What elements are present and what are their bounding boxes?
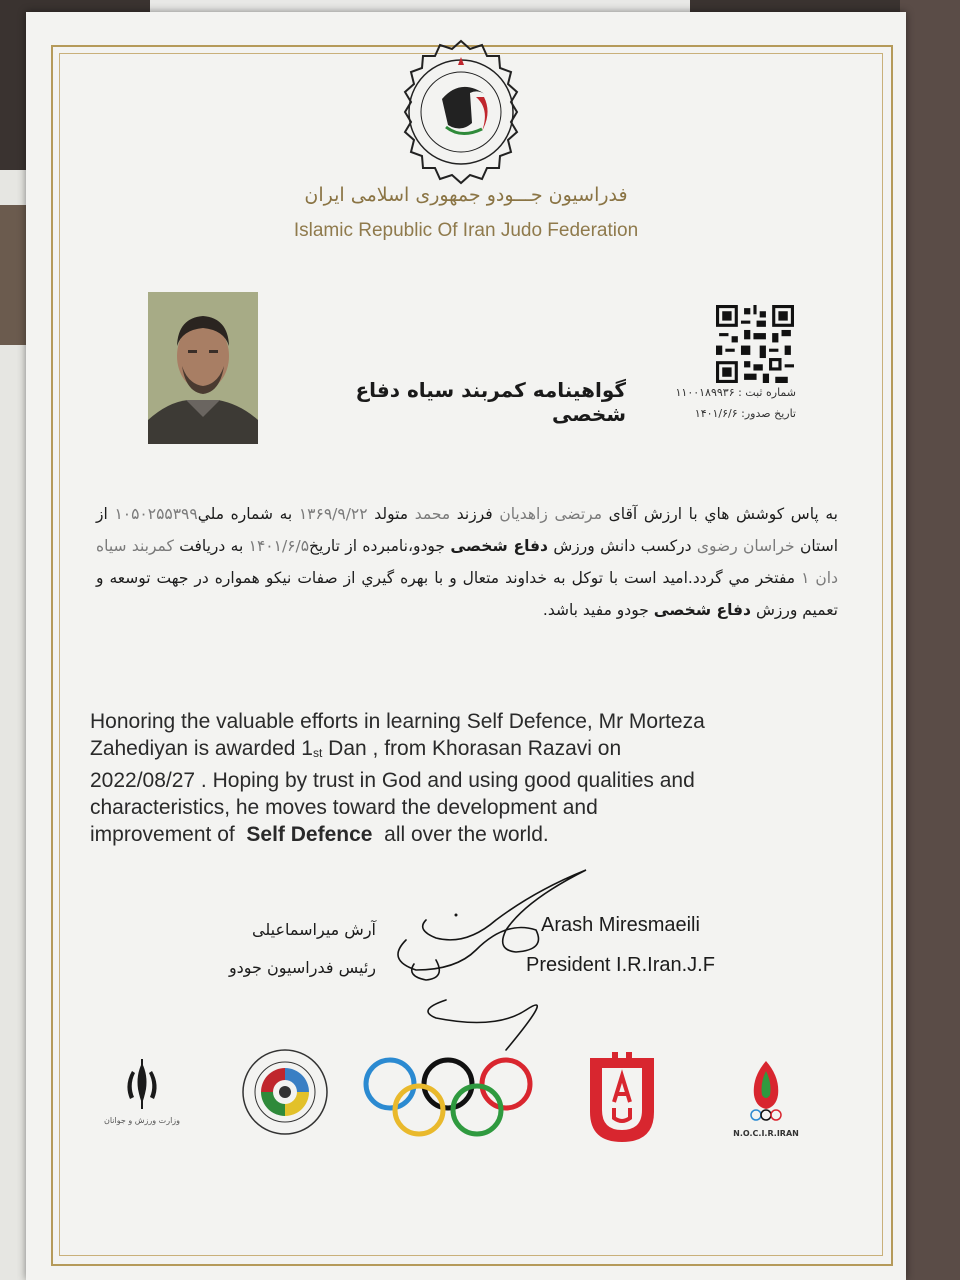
registration-number: شماره ثبت : ۱۱۰۰۱۸۹۹۳۶ [675, 386, 796, 399]
text-segment: متولد [374, 505, 409, 523]
text-segment: Zahediyan is awarded 1 [90, 737, 313, 760]
text-segment: به دریافت [179, 537, 244, 555]
qr-code [716, 305, 794, 383]
english-line: 2022/08/27 . Hoping by trust in God and using good qualities and [90, 769, 695, 792]
iran-emblem-logo [112, 1057, 172, 1112]
text-segment: جودو،نامبرده از تاریخ [309, 537, 445, 555]
discipline-en: Self Defence [246, 823, 373, 846]
signatory-name-fa: آرش میراسماعیلی [252, 920, 376, 939]
text-segment: به پاس کوشش هاي با ارزش آقای [608, 505, 838, 523]
birth-date-fa: ۱۳۶۹/۹/۲۲ [298, 505, 368, 523]
signatory-name-en: Arash Miresmaeili [541, 914, 700, 936]
issue-date: تاریخ صدور: ۱۴۰۱/۶/۶ [694, 407, 796, 420]
discipline-fa: دفاع شخصی [450, 537, 549, 555]
noc-caption: N.O.C.I.R.IRAN [733, 1129, 799, 1138]
noc-iran-logo [736, 1057, 796, 1132]
handwritten-signature [376, 860, 606, 1060]
background-photo-fragment [0, 205, 26, 345]
text-segment: از استان [96, 505, 839, 555]
certificate-title: گواهینامه کمربند سیاه دفاع شخصی [355, 378, 626, 426]
english-line [90, 821, 850, 848]
federation-name-fa: فدراسیون جـــودو جمهوری اسلامی ایران [304, 184, 628, 206]
discipline-fa-2: دفاع شخصی [653, 601, 751, 619]
rank-fa: کمربند سیاه دان ۱ [96, 537, 838, 587]
federation-name-en: Islamic Republic Of Iran Judo Federation [293, 220, 639, 241]
persian-body-text [96, 498, 838, 626]
text-segment: improvement of [90, 823, 235, 846]
text-segment: درکسب دانش ورزش [553, 537, 692, 555]
text-segment: Dan , from Khorasan Razavi on [322, 737, 622, 760]
english-body-text [90, 708, 850, 848]
text-segment: all over the world. [384, 823, 549, 846]
text-segment: جودو مفید باشد. [542, 601, 649, 619]
english-line: characteristics, he moves toward the development and [90, 796, 598, 819]
signatory-title-fa: رئیس فدراسیون جودو [228, 958, 376, 977]
signatory-title-en: President I.R.Iran.J.F [526, 954, 715, 976]
national-id: ۱۰۵۰۲۵۵۳۹۹ [114, 505, 198, 523]
english-line: Honoring the valuable efforts in learning Self Defence, Mr Morteza [90, 710, 705, 733]
olympic-rings-logo [358, 1050, 538, 1140]
holder-photo [148, 292, 258, 444]
background-surface [900, 0, 960, 1280]
federation-seal-logo [386, 37, 536, 187]
english-line [90, 735, 850, 767]
text-segment: به شماره ملي [197, 505, 293, 523]
text-segment: مفتخر مي گردد.امید است با توکل به خداوند متعال و با بهره گیري از صفات نیکو همواره در جهت توسعه و تعمیم ورزش [96, 569, 838, 619]
text-segment: فرزند [456, 505, 493, 523]
certificate-sheet [26, 12, 906, 1280]
holder-name-fa: مرتضی زاهدیان [499, 505, 603, 523]
aju-logo [582, 1052, 662, 1147]
father-name-fa: محمد [414, 505, 451, 523]
province-fa: خراسان رضوی [696, 537, 795, 555]
ordinal-suffix: st [312, 746, 323, 760]
ministry-caption: وزارت ورزش و جوانان [103, 1116, 181, 1125]
award-date-fa: ۱۴۰۱/۶/۵ [248, 537, 310, 555]
ijf-logo [240, 1047, 330, 1137]
